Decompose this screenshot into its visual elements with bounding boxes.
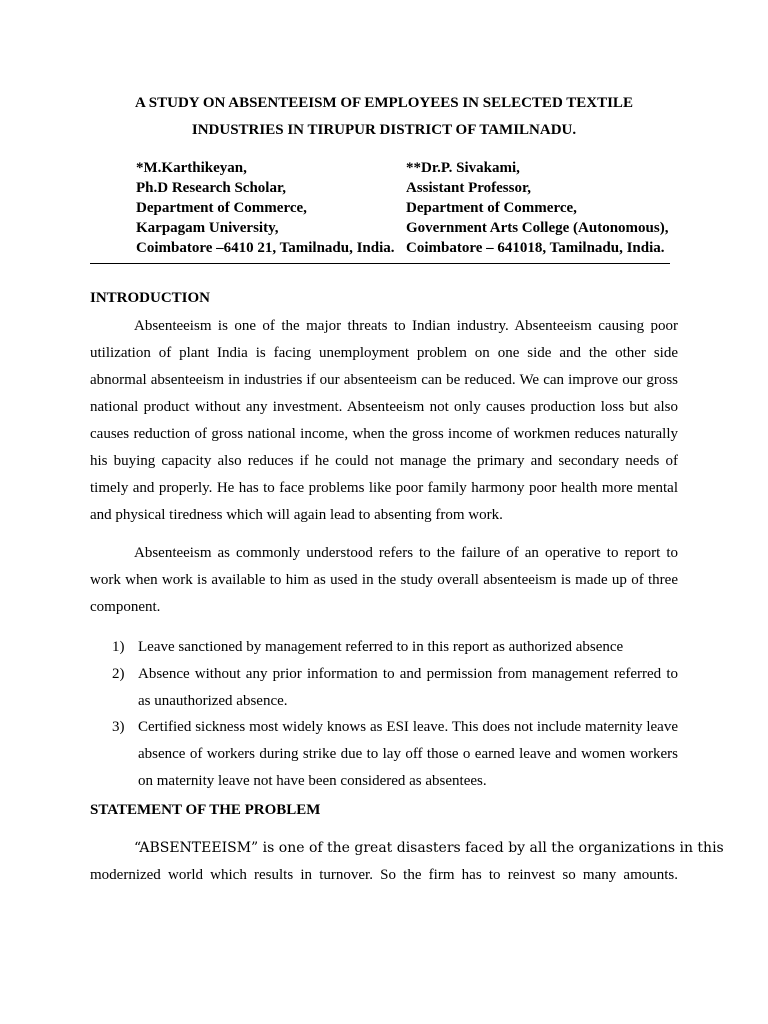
author-name: **Dr.P. Sivakami,	[406, 160, 520, 176]
author-address: Coimbatore – 641018, Tamilnadu, India.	[406, 240, 665, 256]
paragraph-line: causes reduction of gross national income, when the gross income of workmen reduces naturally	[90, 426, 678, 442]
list-item-line: Certified sickness most widely knows as ESI leave. This does not include maternity leave	[138, 719, 678, 735]
author-department: Department of Commerce,	[406, 200, 577, 216]
author-name: *M.Karthikeyan,	[136, 160, 247, 176]
list-item-number: 2)	[112, 666, 125, 682]
author-role: Assistant Professor,	[406, 180, 532, 196]
author-department: Department of Commerce,	[136, 200, 307, 216]
list-item-number: 1)	[112, 639, 125, 655]
list-item-line: absence of workers during strike due to lay off those o earned leave and women workers	[138, 746, 678, 762]
paragraph-line: utilization of plant India is facing unemployment problem on one side and the other side	[90, 345, 678, 361]
paragraph-line: work when work is available to him as used in the study overall absenteeism is made up of three	[90, 572, 678, 588]
author-address: Coimbatore –6410 21, Tamilnadu, India.	[136, 240, 395, 256]
author-institution: Karpagam University,	[136, 220, 279, 236]
author-block-1	[136, 158, 395, 258]
paper-title-line-1: A STUDY ON ABSENTEEISM OF EMPLOYEES IN SELECTED TEXTILE	[135, 95, 633, 111]
list-item-line: as unauthorized absence.	[138, 693, 288, 709]
paragraph-line: timely and properly. He has to face problems like poor family harmony poor health more mental	[90, 480, 678, 496]
list-item-number: 3)	[112, 719, 125, 735]
list-item-line: Absence without any prior information to and permission from management referred to	[138, 666, 678, 682]
paragraph-line: national product without any investment. Absenteeism not only causes production loss but also	[90, 399, 678, 415]
separator-rule	[90, 263, 670, 264]
list-item-line: on maternity leave not have been considered as absentees.	[138, 773, 487, 789]
paragraph-line: modernized world which results in turnover. So the firm has to reinvest so many amounts.	[90, 867, 678, 883]
paragraph-line: Absenteeism as commonly understood refers to the failure of an operative to report to	[134, 545, 678, 561]
list-item-line: Leave sanctioned by management referred to in this report as authorized absence	[138, 639, 624, 655]
paragraph-line: Absenteeism is one of the major threats to Indian industry. Absenteeism causing poor	[134, 318, 678, 334]
author-block-2	[406, 158, 668, 258]
section-heading-problem: STATEMENT OF THE PROBLEM	[90, 802, 321, 818]
section-heading-introduction: INTRODUCTION	[90, 290, 211, 306]
author-role: Ph.D Research Scholar,	[136, 180, 286, 196]
author-institution: Government Arts College (Autonomous),	[406, 220, 669, 236]
paragraph-line: component.	[90, 599, 161, 615]
paragraph-line: “ABSENTEEISM” is one of the great disasters faced by all the organizations in this	[134, 840, 724, 856]
paragraph-line: his buying capacity also reduces if he could not manage the primary and secondary needs of	[90, 453, 678, 469]
paragraph-line: and physical tiredness which will again lead to absenting from work.	[90, 507, 503, 523]
paper-title-line-2: INDUSTRIES IN TIRUPUR DISTRICT OF TAMILNADU.	[191, 122, 577, 138]
paragraph-line: abnormal absenteeism in industries if our absenteeism can be reduced. We can improve our gross	[90, 372, 678, 388]
